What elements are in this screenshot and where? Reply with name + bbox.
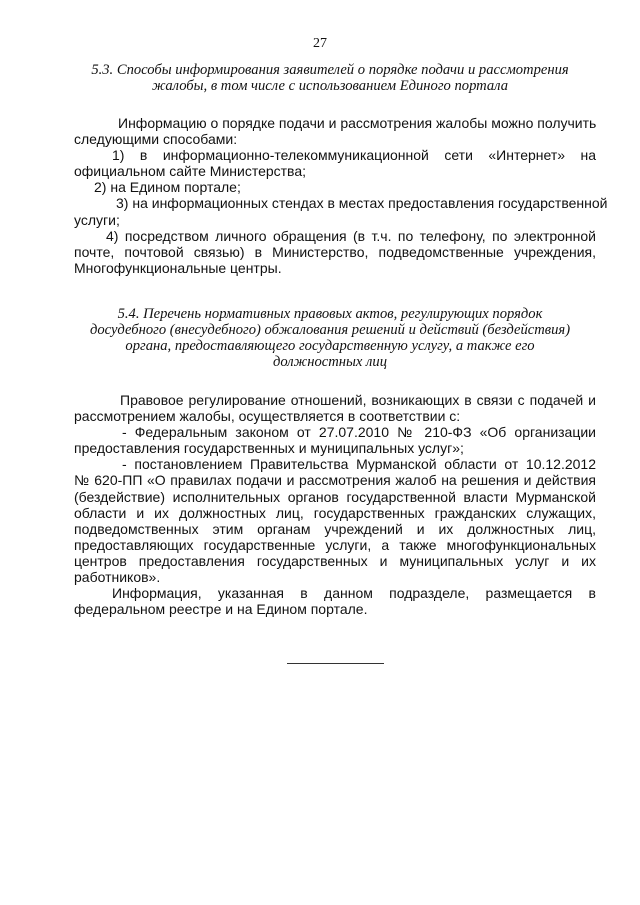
list-item-internet bbox=[74, 147, 596, 179]
text-line: центров предоставления государственных и муниципальных услуг и их bbox=[74, 552, 596, 569]
page-number: 27 bbox=[313, 36, 327, 51]
text-line: - постановлением Правительства Мурманской области от 10.12.2012 bbox=[122, 456, 596, 473]
section-5-3-heading bbox=[60, 62, 600, 94]
text-line: подведомственных этим органам учреждений и их должностных лиц, bbox=[74, 520, 596, 537]
text-line: 4) посредством личного обращения (в т.ч. по телефону, по электронной bbox=[106, 227, 596, 244]
text-line: 1) в информационно-телекоммуникационной сети «Интернет» на bbox=[112, 147, 596, 164]
text-line: Информация, указанная в данном подразделе, размещается в bbox=[112, 585, 596, 602]
text-line: № 620-ПП «О правилах подачи и рассмотрения жалоб на решения и действия bbox=[74, 472, 596, 489]
paragraph-closing bbox=[74, 585, 596, 617]
text-line: 2) на Едином портале; bbox=[94, 179, 241, 196]
list-item-portal bbox=[74, 179, 596, 195]
text-line: - Федеральным законом от 27.07.2010 № 210-ФЗ «Об организации bbox=[122, 424, 596, 441]
text-line: официальном сайте Министерства; bbox=[74, 163, 307, 180]
text-line: федеральном реестре и на Едином портале. bbox=[74, 601, 368, 618]
heading-line: досудебного (внесудебного) обжалования решений и действий (бездействия) bbox=[89, 322, 571, 338]
list-item-stands bbox=[74, 195, 608, 228]
text-line: почте, почтовой связью) в Министерство, подведомственные учреждения, bbox=[74, 243, 596, 260]
text-line: Многофункциональные центры. bbox=[74, 259, 282, 276]
section-5-3-body bbox=[74, 115, 608, 276]
paragraph-intro bbox=[74, 392, 596, 424]
text-line: 3) на информационных стендах в местах предоставления государственной bbox=[116, 195, 608, 212]
text-line: (бездействие) исполнительных органов государственной власти Мурманской bbox=[74, 488, 596, 505]
text-line: работников». bbox=[74, 569, 161, 586]
text-line: Информацию о порядке подачи и рассмотрения жалобы можно получить bbox=[118, 115, 597, 131]
text-line: услуги; bbox=[74, 211, 120, 228]
heading-line: органа, предоставляющего государственную услугу, а также его bbox=[125, 338, 535, 354]
text-line: рассмотрением жалобы, осуществляется в соответствии с: bbox=[74, 408, 461, 425]
text-line: предоставляющих государственные услуги, а также многофункциональных bbox=[74, 536, 596, 553]
heading-line: 5.3. Способы информирования заявителей о порядке подачи и рассмотрения bbox=[91, 62, 569, 78]
section-5-4-heading bbox=[60, 306, 600, 370]
text-line: области и их должностных лиц, государственных гражданских служащих, bbox=[74, 504, 596, 521]
heading-line: жалобы, в том числе с использованием Единого портала bbox=[151, 78, 509, 94]
heading-line: 5.4. Перечень нормативных правовых актов, регулирующих порядок bbox=[117, 306, 543, 322]
text-line: предоставления государственных и муниципальных услуг»; bbox=[74, 440, 464, 457]
end-separator-line bbox=[287, 663, 384, 664]
law-item-federal bbox=[74, 424, 596, 456]
list-item-personal bbox=[74, 228, 596, 276]
heading-line: должностных лиц bbox=[272, 354, 387, 370]
paragraph-intro bbox=[74, 115, 596, 147]
text-line: Правовое регулирование отношений, возникающих в связи с подачей и bbox=[120, 392, 596, 408]
law-item-regional bbox=[74, 456, 596, 585]
text-line: следующими способами: bbox=[74, 131, 238, 148]
section-5-4-body bbox=[74, 392, 596, 617]
